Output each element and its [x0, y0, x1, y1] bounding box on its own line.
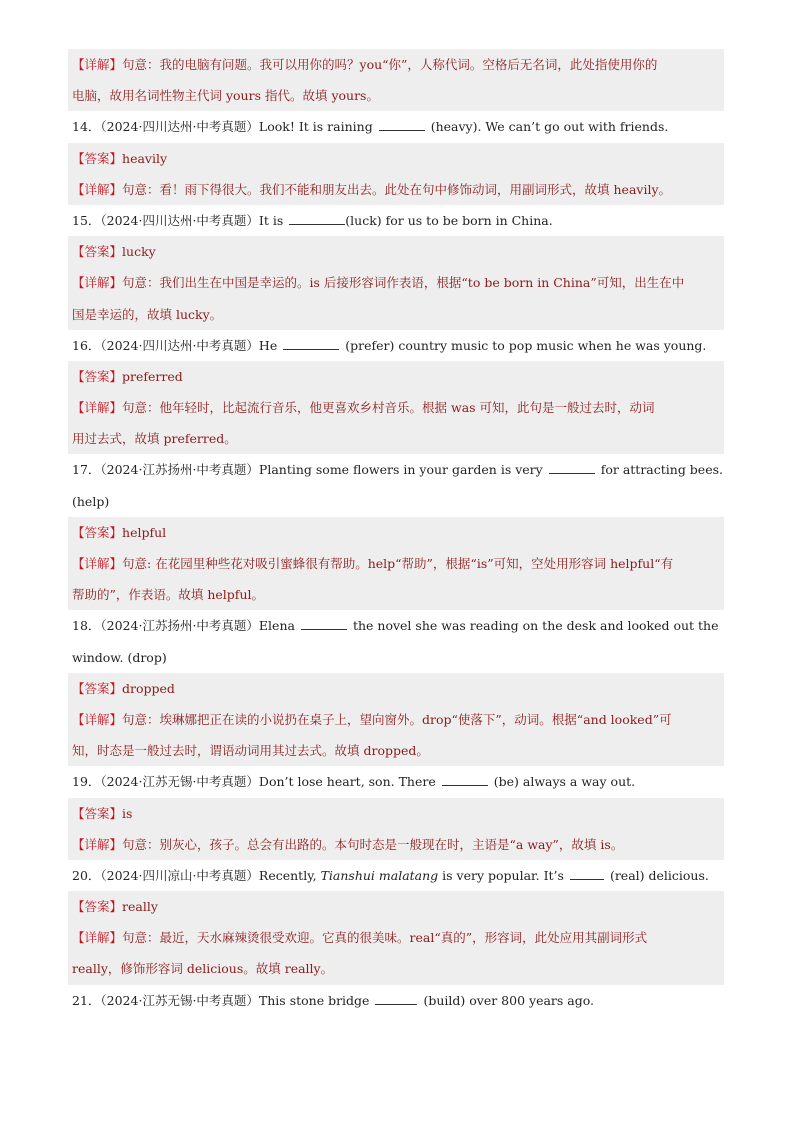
answer-line — [68, 673, 724, 704]
question-text: (prefer) country music to pop music when he was young. — [345, 337, 707, 353]
question-line — [68, 330, 724, 361]
explanation-text: 国是幸运的，故填 lucky。 — [72, 306, 223, 322]
explanation-text: 句意：看！雨下得很大。我们不能和朋友出去。此处在句中修饰动词，用副词形式，故填 heavily。 — [122, 181, 672, 197]
explanation-tag: 【详解】 — [72, 836, 123, 852]
answer-text: helpful — [122, 524, 167, 540]
question-italic-text: Tianshui malatang — [320, 867, 439, 883]
explanation-text: 用过去式，故填 preferred。 — [72, 431, 237, 447]
question-source: （2024·四川达州·中考真题） — [100, 119, 259, 135]
question-text: the novel she was reading on the desk and looked out the — [352, 618, 719, 634]
explanation-tag: 【详解】 — [72, 556, 123, 571]
answer-blank[interactable] — [570, 867, 604, 880]
explanation-line — [68, 174, 724, 205]
answer-tag: 【答案】 — [72, 899, 123, 915]
answer-tag: 【答案】 — [72, 680, 123, 696]
explanation-line — [68, 267, 724, 298]
question-text: Don’t lose heart, son. There — [258, 774, 436, 790]
explanation-text: 句意: 在花园里种些花对吸引蜜蜂很有帮助。help“帮助”，根据“is”可知，空处用形容词 helpful“有 — [122, 556, 674, 571]
answer-blank[interactable] — [283, 337, 339, 350]
question-text: (be) always a way out. — [493, 774, 636, 790]
question-text: for attracting bees. — [600, 462, 723, 478]
explanation-tag: 【详解】 — [72, 57, 123, 72]
question-text: (help) — [72, 493, 110, 509]
question-source: （2024·江苏扬州·中考真题） — [100, 618, 259, 634]
answer-text: preferred — [122, 368, 183, 384]
question-line — [68, 610, 724, 641]
answer-text: dropped — [122, 680, 175, 696]
question-source: （2024·江苏无锡·中考真题） — [100, 774, 259, 790]
answer-text: lucky — [122, 244, 156, 260]
explanation-text: 句意：最近，天水麻辣烫很受欢迎。它真的很美味。real“真的”，形容词，此处应用其副词形式 — [122, 930, 648, 946]
answer-line — [68, 361, 724, 392]
question-number: 18． — [72, 618, 101, 634]
explanation-line — [68, 735, 724, 766]
explanation-tag: 【详解】 — [72, 930, 123, 946]
answer-line — [68, 143, 724, 174]
explanation-line — [68, 922, 724, 953]
answer-blank[interactable] — [379, 118, 425, 131]
question-number: 16． — [72, 337, 101, 353]
explanation-line — [68, 49, 724, 80]
answer-blank[interactable] — [301, 617, 347, 630]
question-line — [68, 111, 724, 142]
explanation-line — [68, 392, 724, 423]
explanation-text: 句意：别灰心，孩子。总会有出路的。本句时态是一般现在时，主语是“a way”，故填 is。 — [122, 836, 624, 852]
question-line — [68, 642, 724, 673]
question-text: (heavy). We can’t go out with friends. — [430, 119, 669, 135]
answer-tag: 【答案】 — [72, 524, 123, 540]
question-number: 14． — [72, 119, 101, 135]
answer-tag: 【答案】 — [72, 368, 123, 384]
explanation-text: really，修饰形容词 delicious。故填 really。 — [72, 961, 334, 977]
question-number: 15． — [72, 212, 101, 228]
answer-text: is — [122, 805, 133, 821]
explanation-text: 帮助的”，作表语。故填 helpful。 — [72, 587, 264, 603]
explanation-text: 句意：我们出生在中国是幸运的。is 后接形容词作表语，根据“to be born in China”可知，出生在中 — [122, 275, 685, 291]
explanation-line — [68, 704, 724, 735]
explanation-text: 知，时态是一般过去时，谓语动词用其过去式。故填 dropped。 — [72, 743, 429, 759]
answer-line — [68, 236, 724, 267]
question-text: Planting some flowers in your garden is very — [258, 462, 543, 478]
question-text: (build) over 800 years ago. — [423, 992, 595, 1008]
question-text: Elena — [258, 618, 295, 634]
answer-tag: 【答案】 — [72, 244, 123, 260]
question-line — [68, 860, 724, 891]
explanation-line — [68, 299, 724, 330]
explanation-text: 句意：埃琳娜把正在读的小说扔在桌子上，望向窗外。drop“使落下”，动词。根据“and looked”可 — [122, 711, 672, 727]
question-source: （2024·四川达州·中考真题） — [100, 337, 259, 353]
explanation-line — [68, 548, 724, 579]
explanation-tag: 【详解】 — [72, 275, 123, 291]
explanation-line — [68, 953, 724, 984]
question-text: He — [258, 337, 278, 353]
question-number: 17． — [72, 462, 101, 478]
answer-tag: 【答案】 — [72, 805, 123, 821]
question-text: (real) delicious. — [609, 867, 709, 883]
question-number: 19． — [72, 774, 101, 790]
question-number: 21． — [72, 992, 101, 1008]
question-number: 20． — [72, 867, 101, 883]
question-text: window. (drop) — [72, 649, 167, 665]
explanation-text: 电脑，故用名词性物主代词 yours 指代。故填 yours。 — [72, 88, 379, 104]
question-source: （2024·江苏无锡·中考真题） — [100, 992, 259, 1008]
explanation-line — [68, 80, 724, 111]
question-text: Recently, — [258, 867, 317, 883]
answer-line — [68, 798, 724, 829]
explanation-line — [68, 829, 724, 860]
answer-blank[interactable] — [375, 992, 417, 1005]
question-line — [68, 985, 724, 1016]
explanation-tag: 【详解】 — [72, 711, 123, 727]
question-source: （2024·四川凉山·中考真题） — [100, 867, 259, 883]
answer-blank[interactable] — [549, 461, 595, 474]
answer-line — [68, 517, 724, 548]
question-text: Look! It is raining — [258, 119, 373, 135]
explanation-tag: 【详解】 — [72, 400, 123, 416]
explanation-line — [68, 579, 724, 610]
explanation-text: 句意：他年轻时，比起流行音乐，他更喜欢乡村音乐。根据 was 可知，此句是一般过去时，动词 — [122, 400, 655, 416]
question-line — [68, 205, 724, 236]
answer-tag: 【答案】 — [72, 150, 123, 166]
answer-line — [68, 891, 724, 922]
question-text: This stone bridge — [258, 992, 370, 1008]
explanation-line — [68, 423, 724, 454]
explanation-text: 句意：我的电脑有问题。我可以用你的吗？you“你”，人称代词。空格后无名词，此处指使用你的 — [122, 57, 658, 72]
question-line — [68, 454, 724, 485]
explanation-tag: 【详解】 — [72, 181, 123, 197]
document-page — [68, 49, 724, 1016]
question-source: （2024·江苏扬州·中考真题） — [100, 462, 259, 478]
answer-text: heavily — [122, 150, 168, 166]
answer-blank[interactable] — [442, 773, 488, 786]
answer-text: really — [122, 899, 158, 915]
answer-blank[interactable] — [289, 212, 345, 225]
question-text: It is — [258, 212, 284, 228]
question-line — [68, 486, 724, 517]
question-text: (luck) for us to be born in China. — [345, 212, 553, 228]
question-source: （2024·四川达州·中考真题） — [100, 212, 259, 228]
question-text: is very popular. It’s — [442, 867, 564, 883]
question-line — [68, 766, 724, 797]
